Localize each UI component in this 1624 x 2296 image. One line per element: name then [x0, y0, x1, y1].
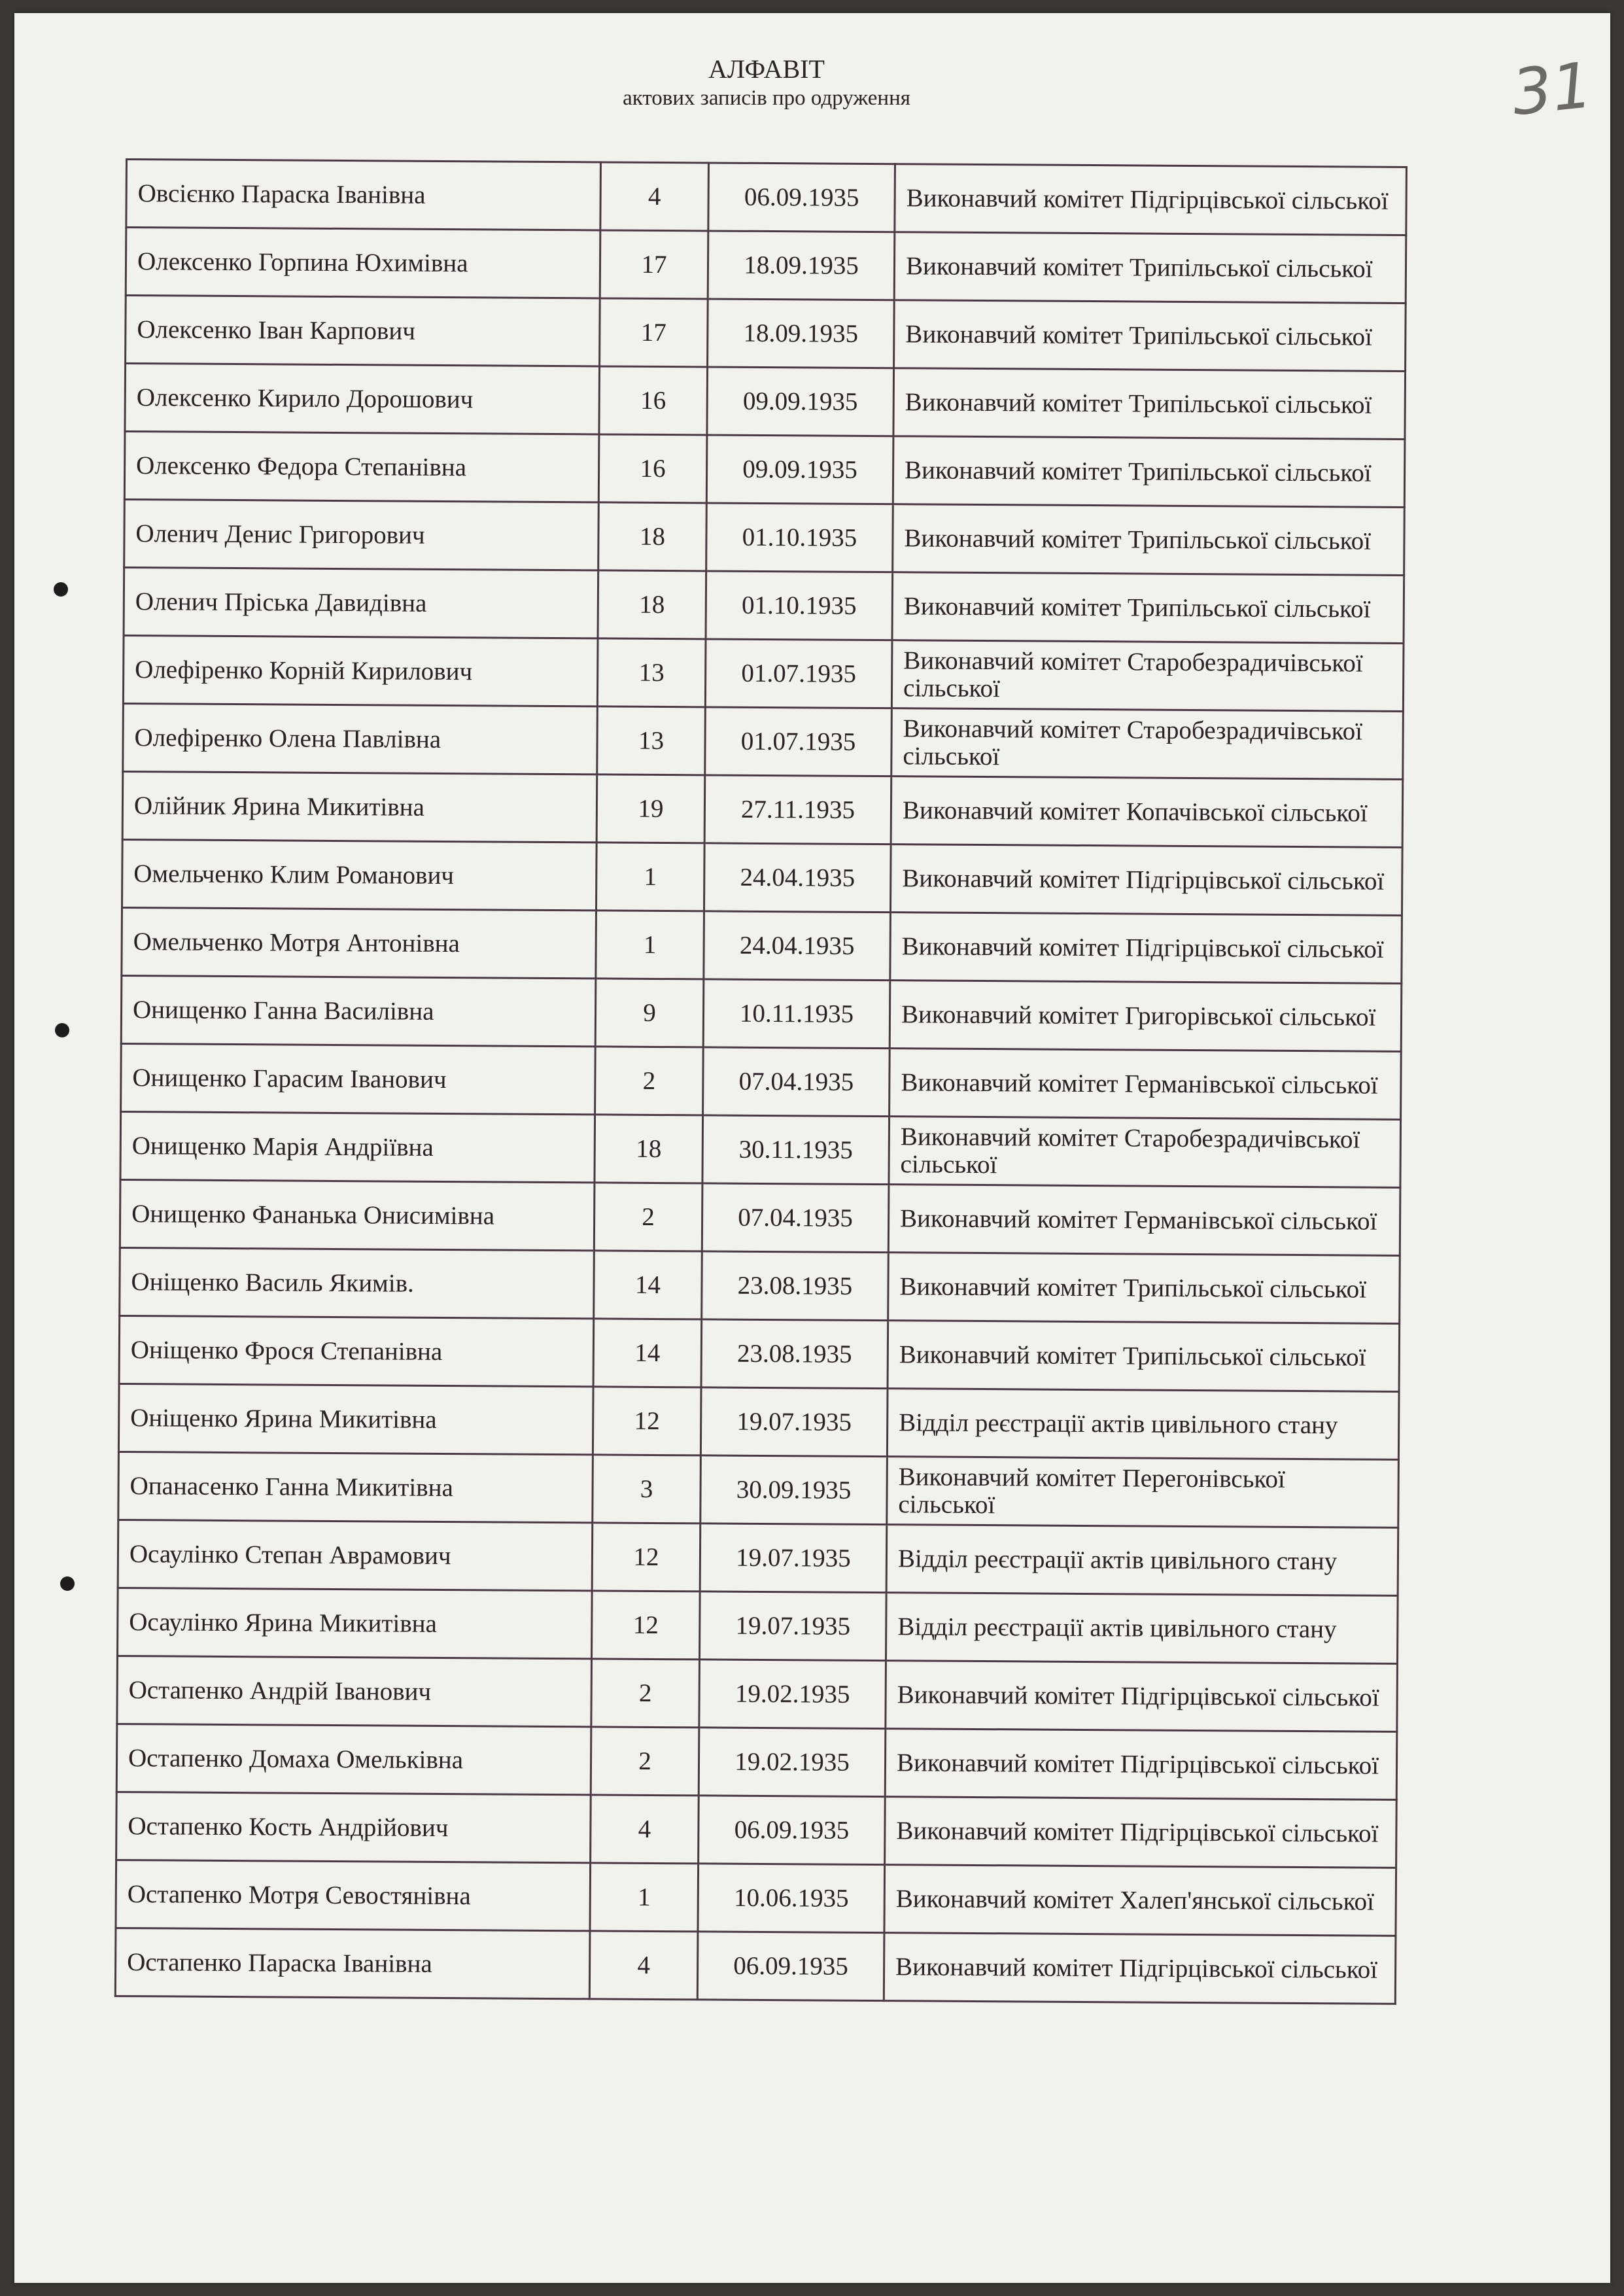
- table-row: [121, 975, 1402, 1051]
- record-registry-office: Виконавчий комітет Підгірцівської сільської: [886, 1661, 1398, 1732]
- record-registry-office: Виконавчий комітет Старобезрадичівської сільської: [891, 640, 1404, 712]
- record-name: Остапенко Кость Андрійович: [116, 1792, 591, 1862]
- table-row: [116, 1792, 1397, 1868]
- record-registry-office: Виконавчий комітет Трипільської сільської: [893, 368, 1406, 440]
- record-registry-office: Виконавчий комітет Трипільської сільської: [888, 1321, 1400, 1392]
- record-name: Остапенко Андрій Іванович: [117, 1656, 592, 1726]
- record-date: 19.02.1935: [699, 1660, 886, 1729]
- record-date: 24.04.1935: [704, 911, 891, 981]
- record-name: Осаулінко Ярина Микитівна: [118, 1588, 593, 1658]
- record-name: Онищенко Фананька Онисимівна: [120, 1179, 595, 1250]
- table-row: [126, 228, 1406, 304]
- record-name: Оніщенко Фрося Степанівна: [119, 1315, 594, 1386]
- table-row: [124, 499, 1405, 575]
- record-registry-office: Виконавчий комітет Підгірцівської сільської: [885, 1729, 1397, 1800]
- record-date: 19.07.1935: [700, 1523, 887, 1593]
- punch-hole-bottom: [60, 1576, 75, 1591]
- handwritten-page-number: 31: [1508, 48, 1596, 130]
- record-number: 4: [600, 162, 709, 231]
- record-name: Осаулінко Степан Аврамович: [118, 1520, 593, 1590]
- record-name: Остапенко Параска Іванівна: [115, 1928, 590, 1998]
- punch-hole-top: [54, 582, 68, 597]
- record-number: 1: [596, 843, 704, 911]
- table-row: [123, 703, 1404, 779]
- record-registry-office: Виконавчий комітет Трипільської сільської: [894, 300, 1406, 372]
- record-name: Опанасенко Ганна Микитівна: [118, 1452, 593, 1522]
- record-registry-office: Виконавчий комітет Трипільської сільської: [888, 1253, 1400, 1324]
- record-name: Онищенко Марія Андріївна: [120, 1111, 595, 1182]
- record-date: 24.04.1935: [704, 843, 891, 913]
- record-name: Омельченко Клим Романович: [122, 839, 597, 910]
- record-registry-office: Виконавчий комітет Старобезрадичівської сільської: [889, 1117, 1401, 1188]
- record-name: Остапенко Домаха Омельківна: [116, 1724, 591, 1794]
- record-number: 13: [597, 638, 706, 707]
- record-name: Оленич Денис Григорович: [124, 499, 599, 570]
- record-registry-office: Виконавчий комітет Копачівської сільської: [891, 776, 1403, 848]
- record-date: 09.09.1935: [707, 367, 894, 436]
- table-row: [116, 1724, 1397, 1800]
- record-registry-office: Відділ реєстрації актів цивільного стану: [886, 1525, 1398, 1596]
- record-date: 01.10.1935: [706, 503, 893, 572]
- record-date: 27.11.1935: [704, 775, 891, 844]
- record-date: 06.09.1935: [708, 163, 895, 232]
- table-row: [118, 1383, 1399, 1459]
- document-page: [14, 13, 1610, 2283]
- record-date: 19.07.1935: [699, 1592, 886, 1661]
- record-name: Олефіренко Корній Кирилович: [123, 635, 598, 706]
- record-registry-office: Виконавчий комітет Підгірцівської сільської: [884, 1933, 1396, 2004]
- record-registry-office: Виконавчий комітет Германівської сільської: [890, 1049, 1402, 1120]
- record-date: 18.09.1935: [708, 231, 895, 300]
- record-number: 17: [600, 230, 708, 299]
- record-registry-office: Виконавчий комітет Трипільської сільської: [893, 436, 1405, 508]
- record-registry-office: Виконавчий комітет Трипільської сільської: [892, 572, 1404, 644]
- record-date: 10.11.1935: [703, 979, 890, 1049]
- table-row: [122, 771, 1403, 847]
- table-row: [125, 364, 1406, 440]
- table-row: [126, 296, 1406, 372]
- record-number: 9: [595, 979, 704, 1047]
- record-date: 01.07.1935: [705, 639, 892, 708]
- marriage-records-table: [114, 158, 1408, 2005]
- record-name: Онищенко Гарасим Іванович: [121, 1043, 596, 1114]
- record-registry-office: Виконавчий комітет Старобезрадичівської сільської: [891, 708, 1404, 780]
- table-row: [118, 1520, 1398, 1595]
- record-number: 16: [598, 434, 707, 503]
- record-number: 2: [594, 1183, 702, 1251]
- record-name: Олексенко Іван Карпович: [126, 296, 600, 366]
- table-row: [115, 1928, 1396, 2004]
- records-table-body: [115, 160, 1406, 2004]
- document-subtitle: актових записів про одруження: [623, 86, 910, 110]
- record-number: 14: [594, 1251, 702, 1319]
- record-date: 23.08.1935: [701, 1319, 888, 1389]
- record-date: 09.09.1935: [706, 435, 893, 504]
- record-registry-office: Виконавчий комітет Підгірцівської сільської: [895, 164, 1407, 235]
- record-number: 12: [592, 1523, 700, 1592]
- record-number: 4: [591, 1795, 699, 1864]
- record-date: 06.09.1935: [699, 1796, 886, 1865]
- record-registry-office: Виконавчий комітет Підгірцівської сільської: [890, 913, 1402, 984]
- record-name: Олексенко Федора Степанівна: [124, 432, 599, 502]
- table-row: [124, 432, 1405, 508]
- record-number: 3: [593, 1455, 701, 1523]
- table-row: [122, 839, 1403, 915]
- record-number: 17: [600, 298, 708, 367]
- record-number: 4: [589, 1931, 698, 2000]
- record-date: 19.07.1935: [700, 1387, 888, 1457]
- table-row: [117, 1656, 1398, 1731]
- table-row: [118, 1452, 1399, 1527]
- record-date: 07.04.1935: [702, 1183, 889, 1253]
- record-number: 2: [591, 1727, 699, 1796]
- record-registry-office: Відділ реєстрації актів цивільного стану: [886, 1593, 1398, 1664]
- table-row: [121, 1043, 1402, 1119]
- record-registry-office: Відділ реєстрації актів цивільного стану: [887, 1389, 1399, 1460]
- record-number: 2: [595, 1047, 704, 1115]
- record-name: Оніщенко Ярина Микитівна: [118, 1383, 593, 1454]
- record-number: 12: [593, 1387, 701, 1455]
- record-number: 18: [595, 1115, 703, 1183]
- table-row: [123, 635, 1404, 711]
- record-number: 1: [590, 1863, 699, 1932]
- record-name: Олексенко Горпина Юхимівна: [126, 228, 600, 298]
- record-date: 10.06.1935: [698, 1864, 885, 1933]
- record-number: 18: [598, 570, 706, 639]
- record-date: 30.09.1935: [700, 1455, 888, 1525]
- record-name: Оніщенко Василь Якимів.: [120, 1247, 595, 1318]
- record-date: 07.04.1935: [703, 1047, 890, 1117]
- record-number: 1: [596, 911, 704, 979]
- table-row: [116, 1860, 1396, 1936]
- record-date: 18.09.1935: [708, 299, 895, 368]
- record-registry-office: Виконавчий комітет Германівської сільської: [888, 1185, 1400, 1256]
- table-row: [124, 567, 1404, 643]
- punch-hole-middle: [55, 1023, 69, 1037]
- record-number: 19: [596, 774, 705, 843]
- record-name: Оленич Пріська Давидівна: [124, 567, 598, 638]
- record-date: 06.09.1935: [697, 1932, 884, 2001]
- record-registry-office: Виконавчий комітет Трипільської сільської: [893, 504, 1405, 576]
- document-title: АЛФАВІТ: [708, 54, 825, 84]
- record-number: 12: [592, 1591, 700, 1660]
- record-date: 01.07.1935: [705, 707, 892, 776]
- record-registry-office: Виконавчий комітет Підгірцівської сільської: [885, 1797, 1397, 1868]
- record-registry-office: Виконавчий комітет Григорівської сільської: [890, 981, 1402, 1052]
- record-date: 30.11.1935: [702, 1115, 890, 1185]
- table-row: [120, 1247, 1400, 1323]
- record-name: Олійник Ярина Микитівна: [122, 771, 597, 842]
- table-row: [120, 1111, 1401, 1187]
- record-date: 23.08.1935: [702, 1251, 889, 1321]
- record-name: Онищенко Ганна Василівна: [121, 975, 596, 1046]
- record-name: Олексенко Кирило Дорошович: [125, 364, 600, 434]
- record-registry-office: Виконавчий комітет Підгірцівської сільської: [890, 844, 1402, 916]
- record-name: Остапенко Мотря Севостянівна: [116, 1860, 591, 1930]
- table-row: [119, 1315, 1400, 1391]
- record-number: 14: [593, 1319, 702, 1387]
- table-row: [120, 1179, 1400, 1255]
- record-name: Овсієнко Параска Іванівна: [126, 160, 601, 230]
- record-registry-office: Виконавчий комітет Перегонівської сільської: [887, 1457, 1399, 1528]
- table-row: [118, 1588, 1398, 1663]
- table-row: [122, 907, 1402, 983]
- record-name: Олефіренко Олена Павлівна: [123, 703, 598, 774]
- record-name: Омельченко Мотря Антонівна: [122, 907, 596, 978]
- record-registry-office: Виконавчий комітет Халеп'янської сільської: [884, 1865, 1396, 1936]
- record-date: 19.02.1935: [699, 1728, 886, 1797]
- record-number: 2: [591, 1659, 700, 1728]
- record-number: 18: [598, 502, 707, 571]
- table-row: [126, 160, 1407, 235]
- record-number: 13: [597, 706, 706, 775]
- record-registry-office: Виконавчий комітет Трипільської сільської: [894, 232, 1406, 304]
- record-date: 01.10.1935: [706, 571, 893, 640]
- record-number: 16: [599, 366, 708, 435]
